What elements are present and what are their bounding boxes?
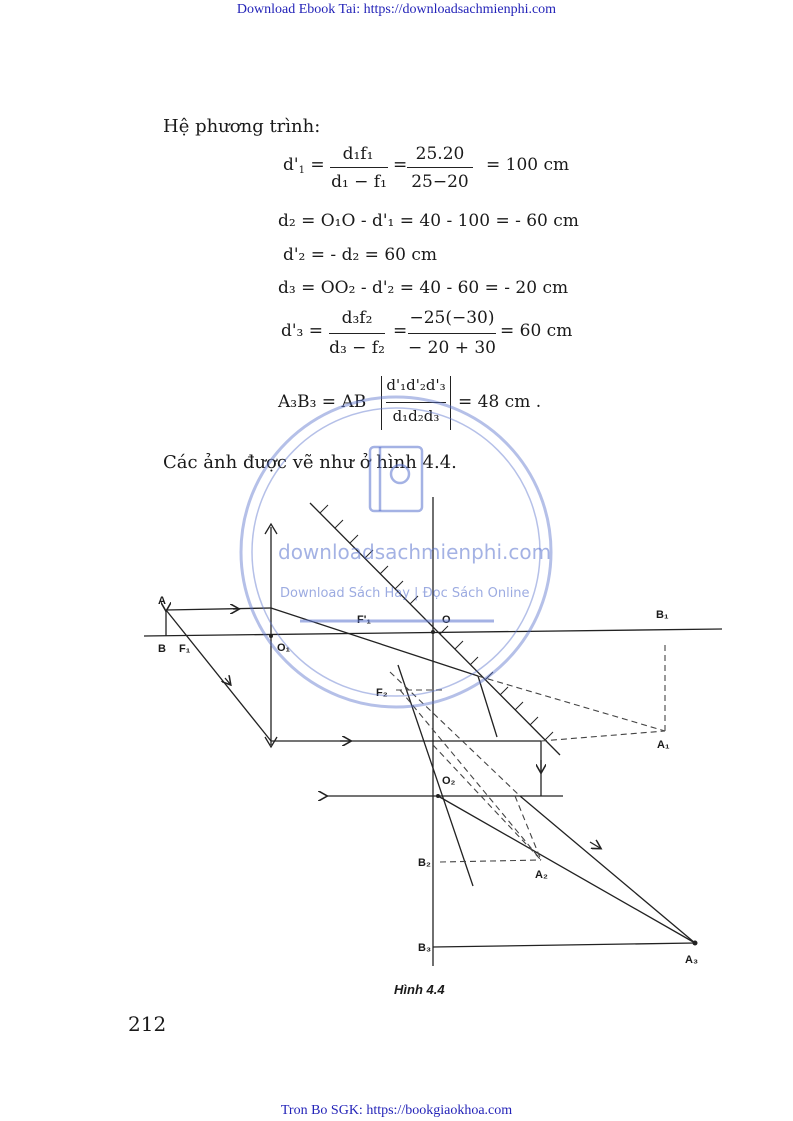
label-a3: A₃ — [685, 954, 699, 966]
eq5-value-numerator: −25(−30) — [409, 308, 495, 328]
eq5-value-denominator: − 20 + 30 — [408, 338, 496, 358]
eq5-fraction-denominator: d₃ − f₂ — [329, 338, 385, 358]
label-a2: A₂ — [535, 869, 548, 881]
label-f1: F₁ — [179, 643, 191, 655]
image-a3b3 — [433, 943, 695, 947]
eq5-result: = 60 cm — [500, 321, 573, 341]
eq1-value-denominator: 25−20 — [411, 172, 469, 192]
page-header-link[interactable]: Download Ebook Tai: https://downloadsachmienphi.com — [236, 2, 557, 17]
label-f2: F₂ — [376, 687, 388, 699]
label-b2: B₂ — [418, 857, 431, 869]
eq6-result: = 48 cm . — [458, 392, 542, 412]
conclusion-text: Các ảnh được vẽ như ở hình 4.4. — [163, 452, 457, 473]
label-o1: O₁ — [277, 642, 291, 654]
page-footer-link[interactable]: Tron Bo SGK: https://bookgiaokhoa.com — [280, 1103, 513, 1118]
eq1-result: = 100 cm — [486, 155, 570, 175]
page-number: 212 — [128, 1012, 167, 1036]
eq6-fraction-denominator: d₁d₂d₃ — [392, 407, 440, 425]
label-a: A — [158, 595, 166, 607]
eq1-lhs: $d'_1$ = — [283, 155, 325, 176]
label-b: B — [158, 643, 166, 655]
label-b1: B₁ — [656, 609, 669, 621]
eq3-text: d'₂ = - d₂ = 60 cm — [283, 245, 437, 265]
label-o: O — [442, 614, 451, 626]
label-f1-prime: F'₁ — [357, 614, 371, 626]
eq5-fraction-numerator: d₃f₂ — [341, 308, 373, 328]
eq1-fraction-numerator: d₁f₁ — [342, 144, 374, 164]
eq1-value-numerator: 25.20 — [415, 144, 465, 164]
watermark-tagline: Download Sách Hay | Đọc Sách Online — [280, 586, 530, 601]
intro-text: Hệ phương trình: — [163, 116, 321, 137]
figure-caption: Hình 4.4 — [394, 982, 445, 997]
label-a1: A₁ — [657, 739, 670, 751]
eq6-fraction-numerator: d'₁d'₂d'₃ — [386, 376, 446, 394]
eq1-fraction-denominator: d₁ − f₁ — [331, 172, 387, 192]
label-o2: O₂ — [442, 775, 456, 787]
eq2-text: d₂ = O₁O - d'₁ = 40 - 100 = - 60 cm — [278, 211, 579, 231]
watermark-url: downloadsachmienphi.com — [278, 540, 552, 564]
label-b3: B₃ — [418, 942, 432, 954]
eq6-lhs: A₃B₃ = AB — [278, 392, 367, 412]
eq5-lhs: d'₃ = — [281, 321, 324, 341]
eq4-text: d₃ = OO₂ - d'₂ = 40 - 60 = - 20 cm — [278, 278, 569, 298]
